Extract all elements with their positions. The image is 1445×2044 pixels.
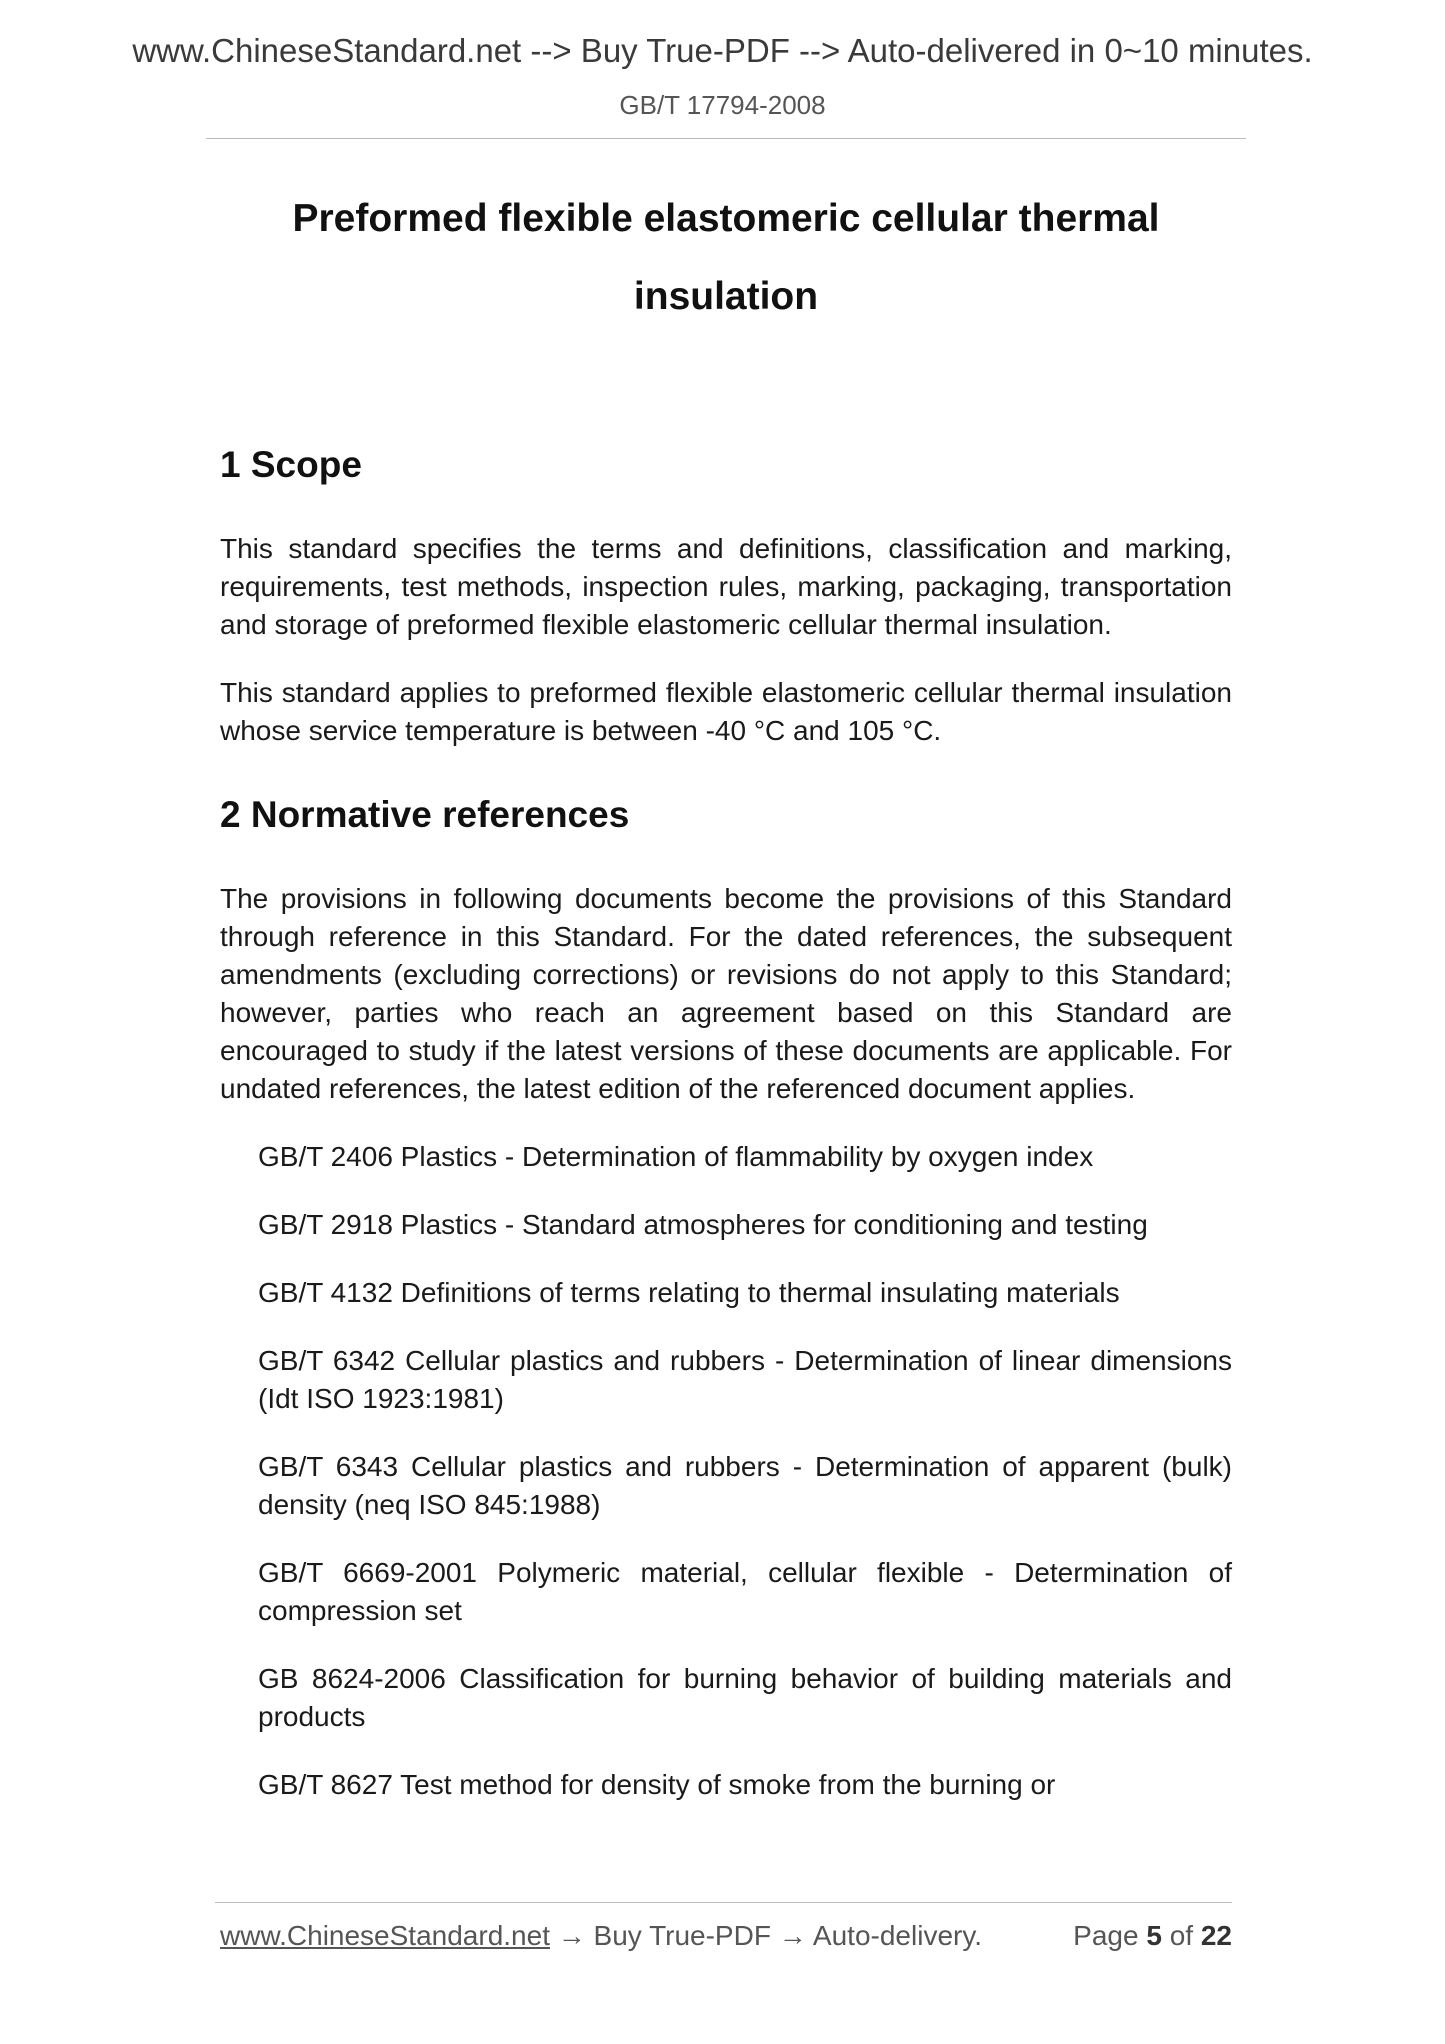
- page-of-label: of: [1169, 1920, 1194, 1951]
- scope-paragraph-1: This standard specifies the terms and definitions, classification and marking, requirements, test methods, inspection rules, marking, packaging, transportation and storage of preformed flexible elastomeric cellular thermal insulation.: [220, 533, 1232, 640]
- reference-item: GB/T 8627 Test method for density of smoke from the burning or: [258, 1769, 1056, 1800]
- reference-item: GB/T 6343 Cellular plastics and rubbers - Determination of apparent (bulk) density (neq ISO 845:1988): [258, 1451, 1232, 1520]
- section-heading-scope: 1 Scope: [220, 444, 362, 485]
- page-indicator: [1073, 1920, 1232, 1952]
- title-line-1: Preformed flexible elastomeric cellular thermal: [292, 197, 1160, 240]
- reference-item: GB/T 2918 Plastics - Standard atmospheres for conditioning and testing: [258, 1209, 1148, 1240]
- footer-tagline: → Buy True-PDF → Auto-delivery.: [549, 1920, 983, 1951]
- reference-item: GB/T 4132 Definitions of terms relating to thermal insulating materials: [258, 1277, 1120, 1308]
- reference-item: GB/T 6669-2001 Polymeric material, cellular flexible - Determination of compression set: [258, 1557, 1232, 1626]
- footer-promo: [220, 1920, 982, 1952]
- page-current: 5: [1146, 1920, 1162, 1951]
- scope-paragraph-2: This standard applies to preformed flexible elastomeric cellular thermal insulation whose service temperature is between -40 °C and 105 °C.: [220, 677, 1232, 746]
- document-body: [220, 440, 1232, 1834]
- section-heading-normative-references: 2 Normative references: [220, 794, 630, 835]
- normative-paragraph: The provisions in following documents become the provisions of this Standard through reference in this Standard. For the dated references, the subsequent amendments (excluding corrections) or revisions do not apply to this Standard; however, parties who reach an agreement based on this Standard are encouraged to study if the latest versions of these documents are applicable. For undated references, the latest edition of the referenced document applies.: [220, 883, 1232, 1104]
- header-divider: [206, 138, 1246, 139]
- footer-divider: [215, 1902, 1232, 1903]
- reference-list: [220, 1138, 1232, 1804]
- footer-site-link[interactable]: www.ChineseStandard.net: [220, 1920, 550, 1951]
- reference-item: GB/T 2406 Plastics - Determination of flammability by oxygen index: [258, 1141, 1094, 1172]
- document-title: [206, 180, 1246, 336]
- reference-item: GB 8624-2006 Classification for burning behavior of building materials and products: [258, 1663, 1232, 1732]
- standard-code: GB/T 17794-2008: [619, 90, 826, 120]
- page-total: 22: [1200, 1920, 1232, 1951]
- page-footer: [220, 1920, 1232, 1952]
- title-line-2: insulation: [633, 275, 819, 318]
- reference-item: GB/T 6342 Cellular plastics and rubbers - Determination of linear dimensions (Idt ISO 1923:1981): [258, 1345, 1232, 1414]
- page-label: Page: [1073, 1920, 1139, 1951]
- top-banner: www.ChineseStandard.net --> Buy True-PDF --> Auto-delivered in 0~10 minutes.: [132, 32, 1313, 69]
